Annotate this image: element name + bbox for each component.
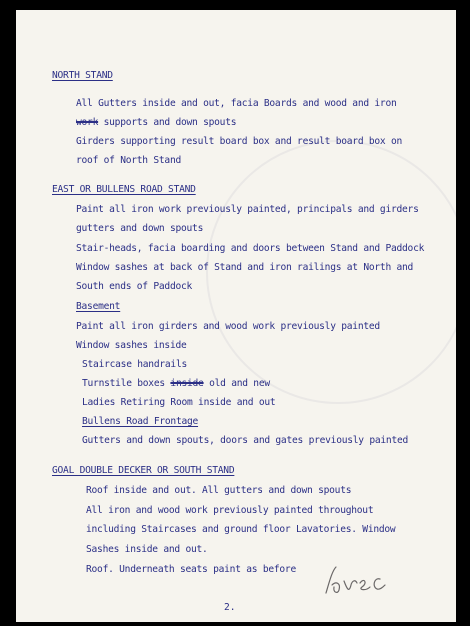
east-stand-line-1: Paint all iron work previously painted, principals and girders <box>76 204 419 215</box>
basement-line-4-start: Turnstile boxes <box>82 378 171 389</box>
bullens-frontage-line-1: Gutters and down spouts, doors and gates previously painted <box>82 435 409 446</box>
north-stand-line-1: All Gutters inside and out, facia Boards and wood and iron <box>76 98 397 109</box>
south-stand-line-4: Sashes inside and out. <box>86 544 208 555</box>
north-stand-line-4: roof of North Stand <box>76 155 181 166</box>
basement-line-4-end: old and new <box>203 378 270 389</box>
north-stand-line-3: Girders supporting result board box and result board box on <box>76 136 403 147</box>
east-stand-line-2: gutters and down spouts <box>76 223 204 234</box>
east-stand-heading: EAST OR BULLENS ROAD STAND <box>52 184 196 195</box>
struck-word: work <box>76 117 99 128</box>
basement-line-3: Staircase handrails <box>82 359 187 370</box>
east-stand-line-4: Window sashes at back of Stand and iron railings at North and <box>76 262 414 273</box>
handwritten-signature <box>320 563 390 599</box>
page-number: 2. <box>224 602 236 613</box>
basement-line-1: Paint all iron girders and wood work previously painted <box>76 321 380 332</box>
east-stand-line-5: South ends of Paddock <box>76 281 193 292</box>
basement-line-5: Ladies Retiring Room inside and out <box>82 397 276 408</box>
north-stand-heading: NORTH STAND <box>52 70 113 81</box>
document-page <box>16 10 456 622</box>
basement-line-4 <box>82 378 270 390</box>
south-stand-line-5: Roof. Underneath seats paint as before <box>86 564 296 575</box>
south-stand-line-3: including Staircases and ground floor Lavatories. Window <box>86 524 396 535</box>
east-stand-line-3: Stair-heads, facia boarding and doors between Stand and Paddock <box>76 243 425 254</box>
south-stand-line-1: Roof inside and out. All gutters and down spouts <box>86 485 352 496</box>
north-stand-line-2 <box>76 117 236 129</box>
north-stand-line-2-text: supports and down spouts <box>98 117 237 128</box>
south-stand-heading: GOAL DOUBLE DECKER OR SOUTH STAND <box>52 465 235 476</box>
south-stand-line-2: All iron and wood work previously painted throughout <box>86 505 374 516</box>
bullens-frontage-heading: Bullens Road Frontage <box>82 416 199 427</box>
struck-word: inside <box>170 378 204 389</box>
basement-heading: Basement <box>76 301 121 312</box>
basement-line-2: Window sashes inside <box>76 340 187 351</box>
